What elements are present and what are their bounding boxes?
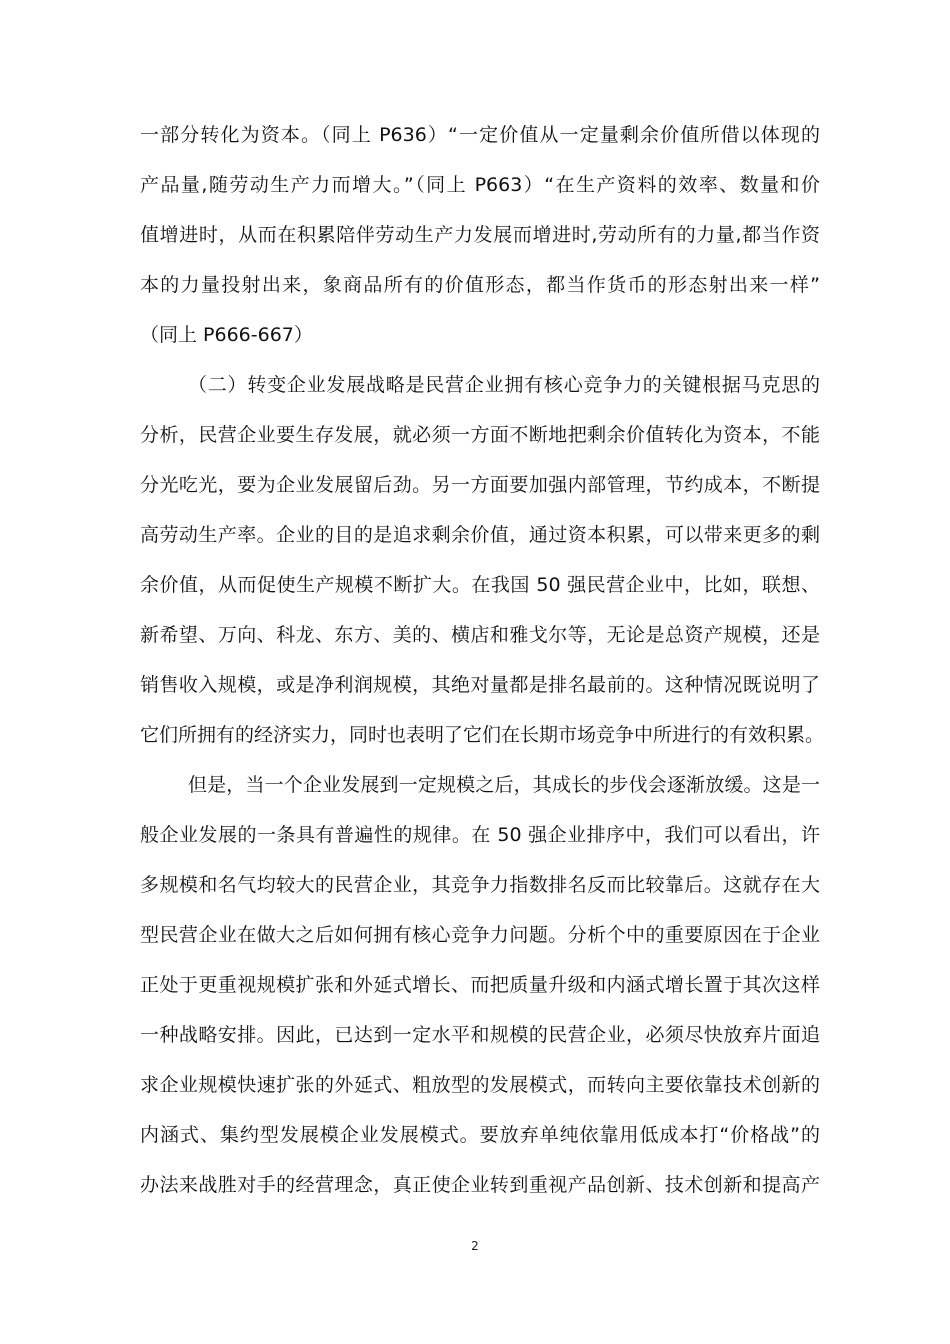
text-line: 多规模和名气均较大的民营企业，其竞争力指数排名反而比较靠后。这就存在大 [140,874,820,896]
text-line: 本的力量投射出来，象商品所有的价值形态，都当作货币的形态射出来一样” [140,274,820,296]
text-line: 办法来战胜对手的经营理念，真正使企业转到重视产品创新、技术创新和提高产 [140,1174,820,1196]
page-number: 2 [471,1239,479,1253]
text-line: （同上 P666-667） [140,324,313,346]
text-line: （二）转变企业发展战略是民营企业拥有核心竞争力的关键根据马克思的 [188,374,820,396]
text-line: 型民营企业在做大之后如何拥有核心竞争力问题。分析个中的重要原因在于企业 [140,924,820,946]
text-line: 分光吃光，要为企业发展留后劲。另一方面要加强内部管理，节约成本，不断提 [140,474,820,496]
text-line: 一种战略安排。因此，已达到一定水平和规模的民营企业，必须尽快放弃片面追 [140,1024,820,1046]
text-line: 内涵式、集约型发展模企业发展模式。要放弃单纯依靠用低成本打“价格战”的 [140,1124,820,1146]
text-line: 求企业规模快速扩张的外延式、粗放型的发展模式，而转向主要依靠技术创新的 [140,1074,820,1096]
text-line: 但是，当一个企业发展到一定规模之后，其成长的步伐会逐渐放缓。这是一 [188,774,820,796]
text-line: 值增进时，从而在积累陪伴劳动生产力发展而增进时,劳动所有的力量,都当作资 [140,224,820,246]
text-line: 销售收入规模，或是净利润规模，其绝对量都是排名最前的。这种情况既说明了 [140,674,820,696]
text-line: 分析，民营企业要生存发展，就必须一方面不断地把剩余价值转化为资本，不能 [140,424,820,446]
text-line: 高劳动生产率。企业的目的是追求剩余价值，通过资本积累，可以带来更多的剩 [140,524,820,546]
text-line: 它们所拥有的经济实力，同时也表明了它们在长期市场竞争中所进行的有效积累。 [140,724,825,746]
text-line: 余价值，从而促使生产规模不断扩大。在我国 50 强民营企业中，比如，联想、 [140,574,820,596]
text-line: 正处于更重视规模扩张和外延式增长、而把质量升级和内涵式增长置于其次这样 [140,974,820,996]
text-line: 产品量,随劳动生产力而增大。”（同上 P663）“在生产资料的效率、数量和价 [140,174,820,196]
text-line: 般企业发展的一条具有普遍性的规律。在 50 强企业排序中，我们可以看出，许 [140,824,820,846]
text-line: 一部分转化为资本。（同上 P636）“一定价值从一定量剩余价值所借以体现的 [140,124,820,146]
text-line: 新希望、万向、科龙、东方、美的、横店和雅戈尔等，无论是总资产规模，还是 [140,624,820,646]
